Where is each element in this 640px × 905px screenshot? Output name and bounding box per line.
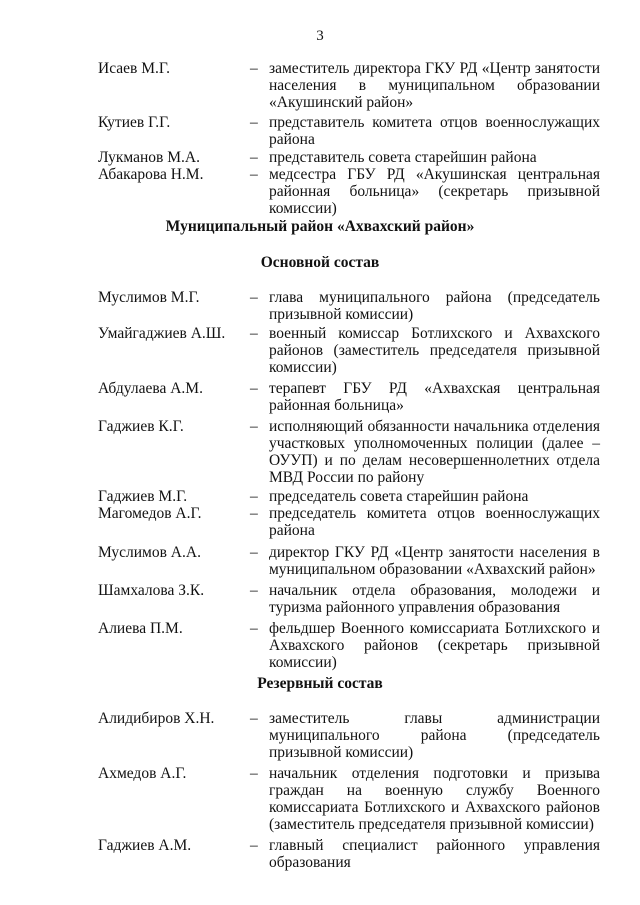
member-name: Гаджиев А.М. [98,837,192,854]
member-entry [0,710,640,761]
member-entry [0,544,640,578]
district-heading: Муниципальный район «Ахвахский район» [165,218,475,235]
member-role: начальник отделения подготовки и призыва граждан на военную службу Военного комиссариата Ботлихского и Ахвахского районов (заместитель председателя призывной комиссии) [269,765,600,833]
member-role: главный специалист районного управления образования [269,837,600,871]
member-name: Абакарова Н.М. [98,166,204,183]
dash: – [250,114,258,131]
member-entry [0,488,640,505]
member-role: исполняющий обязанности начальника отделения участковых уполномоченных полиции (далее – ОУУП) и по делам несовершеннолетних отдела МВД России по району [269,418,600,486]
member-role: начальник отдела образования, молодежи и туризма районного управления образования [269,582,600,616]
member-role: военный комиссар Ботлихского и Ахвахского районов (заместитель председателя призывной комиссии) [269,325,600,376]
member-role: фельдшер Военного комиссариата Ботлихского и Ахвахского районов (секретарь призывной комиссии) [269,620,600,671]
reserve-composition-list [0,710,640,871]
main-composition-list [0,289,640,671]
dash: – [250,149,258,166]
member-role: представитель совета старейшин района [269,149,537,166]
member-entry [0,765,640,833]
dash: – [250,60,258,77]
member-role: председатель совета старейшин района [269,488,529,505]
member-name: Абдулаева А.М. [98,380,203,397]
member-role: терапевт ГБУ РД «Ахвахская центральная районная больница» [269,380,600,414]
member-name: Муслимов А.А. [98,544,201,561]
dash: – [250,582,258,599]
member-name: Шамхалова З.К. [98,582,205,599]
dash: – [250,620,258,637]
dash: – [250,289,258,306]
member-entry [0,114,640,148]
page-number: 3 [316,28,324,44]
member-entry [0,60,640,111]
member-name: Исаев М.Г. [98,60,170,77]
member-name: Гаджиев М.Г. [98,488,188,505]
member-name: Муслимов М.Г. [98,289,200,306]
member-entry [0,418,640,486]
member-entry [0,837,640,871]
member-role: глава муниципального района (председатель призывной комиссии) [269,289,600,323]
member-entry [0,582,640,616]
member-name: Кутиев Г.Г. [98,114,171,131]
member-name: Ахмедов А.Г. [98,765,187,782]
dash: – [250,488,258,505]
member-entry [0,505,640,539]
dash: – [250,505,258,522]
member-role: заместитель директора ГКУ РД «Центр занятости населения в муниципальном образовании «Акушинский район» [269,60,600,111]
member-entry [0,166,640,217]
dash: – [250,765,258,782]
member-role: заместитель главы администрации муниципального района (председатель призывной комиссии) [269,710,600,761]
member-name: Алиева П.М. [98,620,183,637]
member-role: медсестра ГБУ РД «Акушинская центральная районная больница» (секретарь призывной комиссии) [269,166,600,217]
dash: – [250,710,258,727]
dash: – [250,837,258,854]
member-entry [0,149,640,166]
reserve-composition-heading: Резервный состав [257,675,383,692]
dash: – [250,418,258,435]
member-name: Магомедов А.Г. [98,505,202,522]
member-name: Умайгаджиев А.Ш. [98,325,226,342]
member-name: Лукманов М.А. [98,149,200,166]
member-entry [0,620,640,671]
dash: – [250,166,258,183]
commission-list-continued [0,60,640,217]
member-role: директор ГКУ РД «Центр занятости населения в муниципальном образовании «Ахвахский район» [269,544,600,578]
member-entry [0,289,640,323]
member-role: председатель комитета отцов военнослужащих района [269,505,600,539]
member-entry [0,325,640,376]
dash: – [250,380,258,397]
dash: – [250,325,258,342]
member-name: Алидибиров Х.Н. [98,710,215,727]
member-role: представитель комитета отцов военнослужащих района [269,114,600,148]
dash: – [250,544,258,561]
member-entry [0,380,640,414]
main-composition-heading: Основной состав [260,254,380,271]
member-name: Гаджиев К.Г. [98,418,184,435]
